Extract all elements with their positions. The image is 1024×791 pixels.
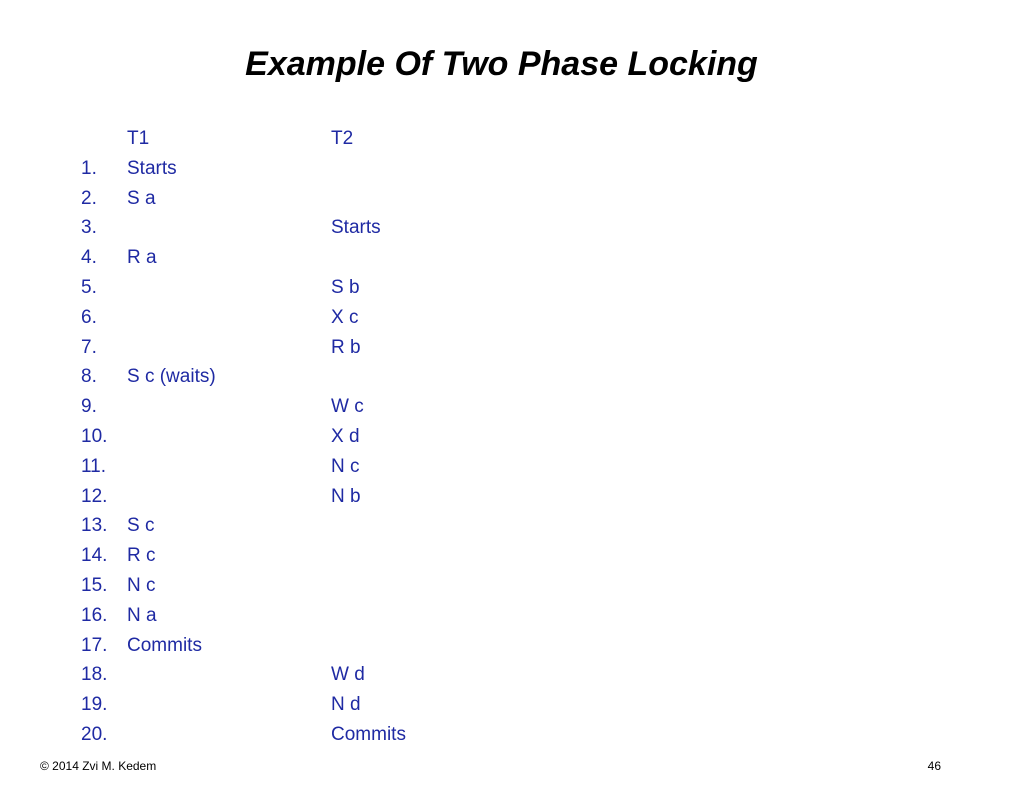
t1-action-cell: S c (waits) — [127, 366, 216, 388]
t1-action-cell: R c — [127, 545, 156, 567]
t2-action-cell: X d — [331, 425, 360, 447]
step-number-cell: 3. — [81, 217, 97, 239]
step-number-cell: 2. — [81, 187, 97, 209]
t2-action-cell: N c — [331, 455, 360, 477]
t2-action-cell: Commits — [331, 723, 406, 745]
step-number-cell: 8. — [81, 366, 97, 388]
step-number-cell: 20. — [81, 723, 108, 745]
step-number-cell: 17. — [81, 634, 108, 656]
footer-page-number: 46 — [927, 759, 941, 773]
step-number-cell: 13. — [81, 515, 108, 537]
t1-action-cell: Commits — [127, 634, 202, 656]
step-number-cell: 15. — [81, 574, 108, 596]
step-number-cell: 10. — [81, 425, 108, 447]
footer-copyright: © 2014 Zvi M. Kedem — [40, 759, 157, 773]
slide-title: Example Of Two Phase Locking — [245, 45, 758, 83]
t2-action-cell: Starts — [331, 217, 381, 239]
step-number-cell: 1. — [81, 157, 97, 179]
t1-action-cell: N c — [127, 574, 156, 596]
t1-action-cell: S c — [127, 515, 155, 537]
header-t2-cell: T2 — [331, 128, 354, 149]
step-number-cell: 14. — [81, 545, 108, 567]
t1-action-cell: Starts — [127, 157, 177, 179]
step-number-cell: 4. — [81, 247, 97, 269]
step-number-cell: 9. — [81, 396, 97, 418]
step-number-cell: 16. — [81, 604, 108, 626]
step-number-cell: 12. — [81, 485, 108, 507]
t1-action-cell: R a — [127, 247, 157, 269]
t1-action-cell: N a — [127, 604, 157, 626]
step-number-cell: 7. — [81, 336, 97, 358]
step-number-cell: 18. — [81, 664, 108, 686]
step-number-cell: 11. — [81, 455, 107, 477]
t1-action-cell: S a — [127, 187, 156, 209]
t2-action-cell: X c — [331, 306, 359, 328]
t2-action-cell: N b — [331, 485, 361, 507]
step-number-cell: 19. — [81, 694, 108, 716]
t2-action-cell: S b — [331, 276, 360, 298]
header-t1-cell: T1 — [127, 128, 150, 149]
step-number-cell: 5. — [81, 276, 97, 298]
t2-action-cell: W d — [331, 664, 365, 686]
step-number-cell: 6. — [81, 306, 97, 328]
t2-action-cell: N d — [331, 694, 361, 716]
t2-action-cell: R b — [331, 336, 361, 358]
t2-action-cell: W c — [331, 396, 364, 418]
